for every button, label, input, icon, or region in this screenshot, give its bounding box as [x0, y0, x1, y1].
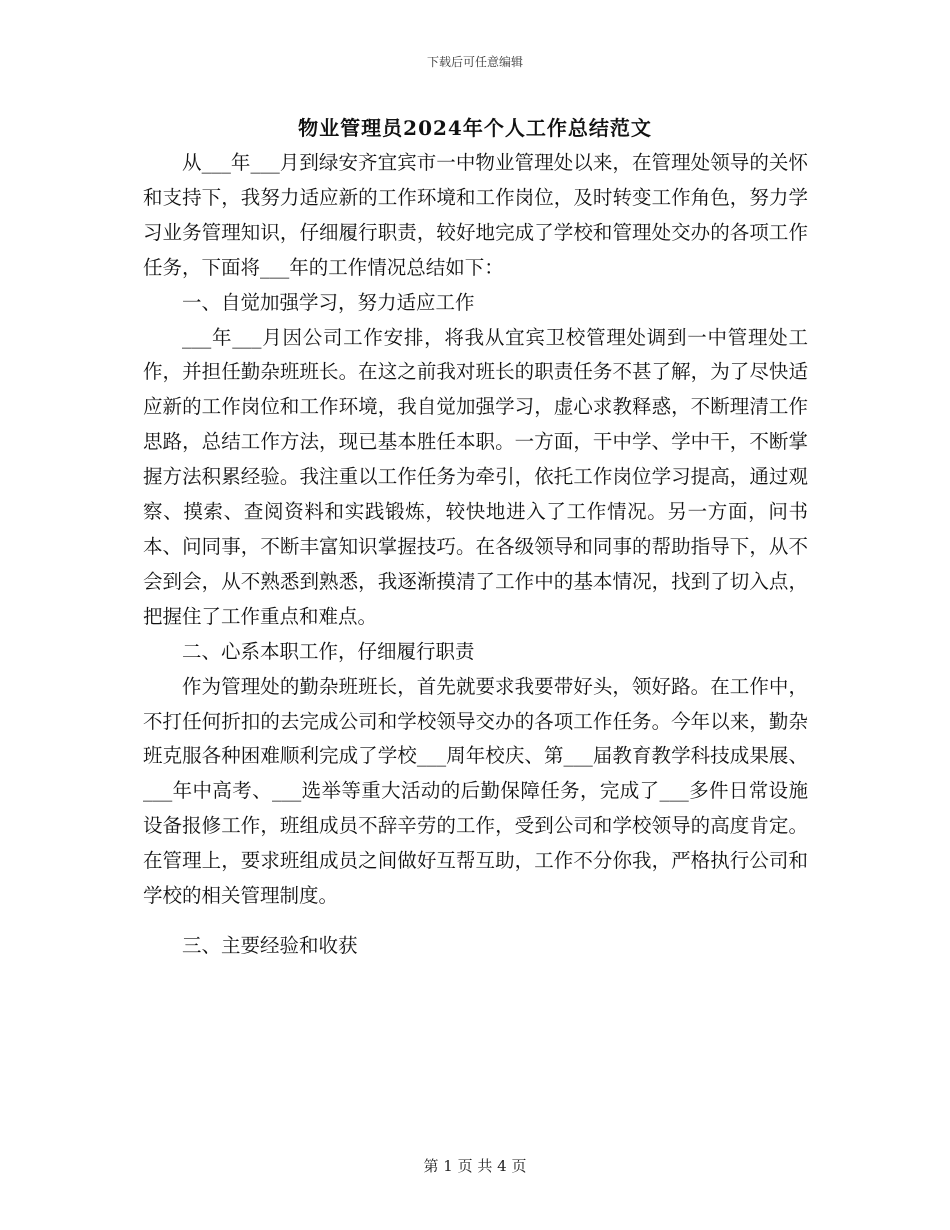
- section-heading-2: 二、心系本职工作，仔细履行职责: [182, 639, 475, 663]
- page-header-note: 下载后可任意编辑: [426, 55, 523, 69]
- document-body: [143, 146, 808, 964]
- section-heading-3: 三、主要经验和收获: [182, 933, 358, 957]
- section-heading-1: 一、自觉加强学习，努力适应工作: [182, 290, 475, 314]
- paragraph-intro: 从___年___月到绿安齐宜宾市一中物业管理处以来，在管理处领导的关怀和支持下，我努力适应新的工作环境和工作岗位，及时转变工作角色，努力学习业务管理知识，仔细履行职责，较好地完成了学校和管理处交办的各项工作任务，下面将___年的工作情况总结如下：: [143, 151, 808, 279]
- page-number: 第 1 页 共 4 页: [423, 1157, 527, 1175]
- document-title: 物业管理员2024年个人工作总结范文: [298, 116, 652, 140]
- paragraph-section-1: ___年___月因公司工作安排，将我从宜宾卫校管理处调到一中管理处工作，并担任勤杂班班长。在这之前我对班长的职责任务不甚了解，为了尽快适应新的工作岗位和工作环境，我自觉加强学习，虚心求教释惑，不断理清工作思路，总结工作方法，现已基本胜任本职。一方面，干中学、学中干，不断掌握方法积累经验。我注重以工作任务为牵引，依托工作岗位学习提高，通过观察、摸索、查阅资料和实践锻炼，较快地进入了工作情况。另一方面，问书本、问同事，不断丰富知识掌握技巧。在各级领导和同事的帮助指导下，从不会到会，从不熟悉到熟悉，我逐渐摸清了工作中的基本情况，找到了切入点，把握住了工作重点和难点。: [143, 325, 808, 628]
- paragraph-section-2: 作为管理处的勤杂班班长，首先就要求我要带好头，领好路。在工作中，不打任何折扣的去完成公司和学校领导交办的各项工作任务。今年以来，勤杂班克服各种困难顺利完成了学校___周年校庆、第___届教育教学科技成果展、___年中高考、___选举等重大活动的后勤保障任务，完成了___多件日常设施设备报修工作，班组成员不辞辛劳的工作，受到公司和学校领导的高度肯定。在管理上，要求班组成员之间做好互帮互助，工作不分你我，严格执行公司和学校的相关管理制度。: [143, 674, 808, 908]
